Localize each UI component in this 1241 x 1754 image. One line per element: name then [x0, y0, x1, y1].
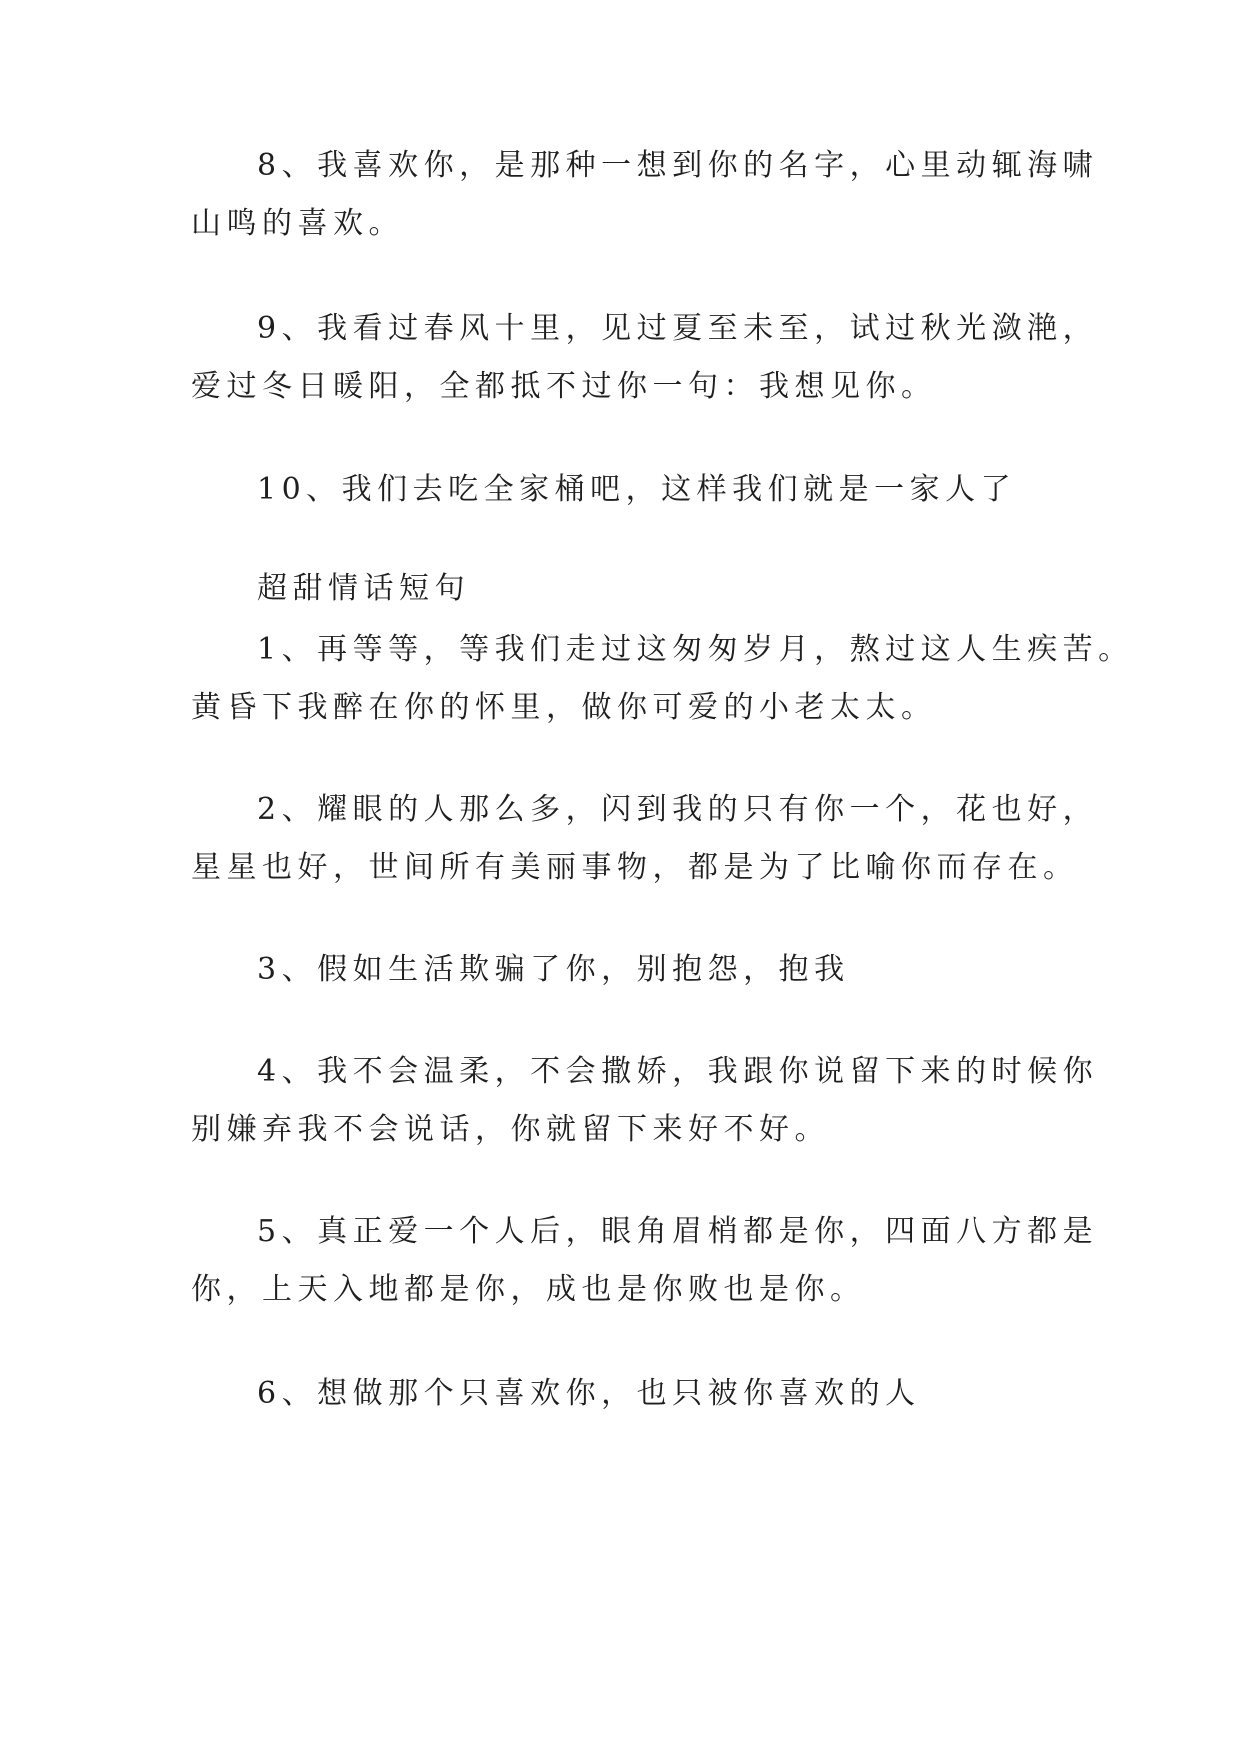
paragraph-line: 星星也好，世间所有美丽事物，都是为了比喻你而存在。: [191, 850, 1079, 885]
paragraph-item-4: [191, 1043, 1099, 1159]
paragraph-line: 1、再等等，等我们走过这匆匆岁月，熬过这人生疾苦。: [257, 632, 1134, 667]
paragraph-item-10: [191, 461, 1071, 519]
paragraph-line: 10、我们去吃全家桶吧，这样我们就是一家人了: [257, 472, 1017, 507]
paragraph-line: 9、我看过春风十里，见过夏至未至，试过秋光潋滟，: [257, 311, 1099, 346]
section-heading: [191, 560, 1071, 618]
paragraph-line: 2、耀眼的人那么多，闪到我的只有你一个，花也好，: [257, 792, 1099, 827]
paragraph-line: 6、想做那个只喜欢你，也只被你喜欢的人: [257, 1376, 921, 1411]
paragraph-line: 别嫌弃我不会说话，你就留下来好不好。: [191, 1112, 830, 1147]
paragraph-line: 8、我喜欢你，是那种一想到你的名字，心里动辄海啸: [257, 148, 1099, 183]
paragraph-item-9: [191, 300, 1099, 416]
paragraph-line: 你，上天入地都是你，成也是你败也是你。: [191, 1272, 866, 1307]
paragraph-line: 5、真正爱一个人后，眼角眉梢都是你，四面八方都是: [257, 1214, 1099, 1249]
paragraph-line: 4、我不会温柔，不会撒娇，我跟你说留下来的时候你: [257, 1054, 1099, 1089]
paragraph-line: 3、假如生活欺骗了你，别抱怨，抱我: [257, 952, 850, 987]
paragraph-item-1: [191, 621, 1134, 737]
paragraph-item-2: [191, 781, 1099, 897]
paragraph-item-3: [191, 941, 1071, 999]
paragraph-item-6: [191, 1365, 1071, 1423]
paragraph-line: 爱过冬日暖阳，全都抵不过你一句：我想见你。: [191, 369, 937, 404]
paragraph-line: 山鸣的喜欢。: [191, 206, 404, 241]
paragraph-line: 黄昏下我醉在你的怀里，做你可爱的小老太太。: [191, 690, 937, 725]
paragraph-item-8: [191, 137, 1099, 253]
section-heading-line: 超甜情话短句: [257, 571, 470, 606]
paragraph-item-5: [191, 1203, 1099, 1319]
